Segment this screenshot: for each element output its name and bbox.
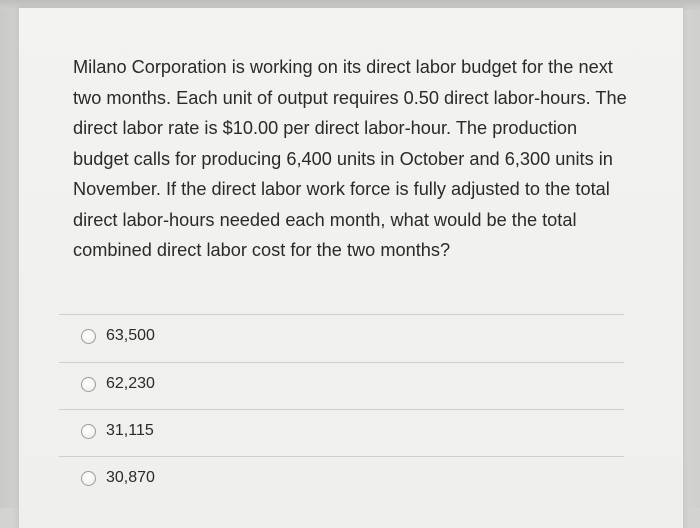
divider — [59, 456, 624, 457]
answer-option-2[interactable] — [81, 372, 155, 396]
divider — [59, 409, 624, 410]
question-card — [18, 8, 684, 528]
answer-label-2: 62,230 — [106, 375, 155, 392]
divider — [59, 362, 624, 363]
answer-label-3: 31,115 — [106, 422, 154, 439]
radio-button-2[interactable] — [81, 377, 96, 392]
divider — [59, 314, 624, 315]
answer-label-1: 63,500 — [106, 327, 155, 344]
answer-option-3[interactable] — [81, 419, 154, 443]
answer-option-4[interactable] — [81, 466, 155, 490]
radio-button-1[interactable] — [81, 329, 96, 344]
radio-button-3[interactable] — [81, 424, 96, 439]
question-text: Milano Corporation is working on its direct labor budget for the next two months. Each unit of output requires 0.50 direct labor-hours. The direct labor rate is $10.00 per direct labor-hour. The production budget calls for producing 6,400 units in October and 6,300 units in November. If the direct labor work force is fully adjusted to the total direct labor-hours needed each month, what would be the total combined direct labor cost for the two months? — [73, 57, 627, 260]
answer-option-1[interactable] — [81, 324, 155, 348]
answer-label-4: 30,870 — [106, 469, 155, 486]
radio-button-4[interactable] — [81, 471, 96, 486]
